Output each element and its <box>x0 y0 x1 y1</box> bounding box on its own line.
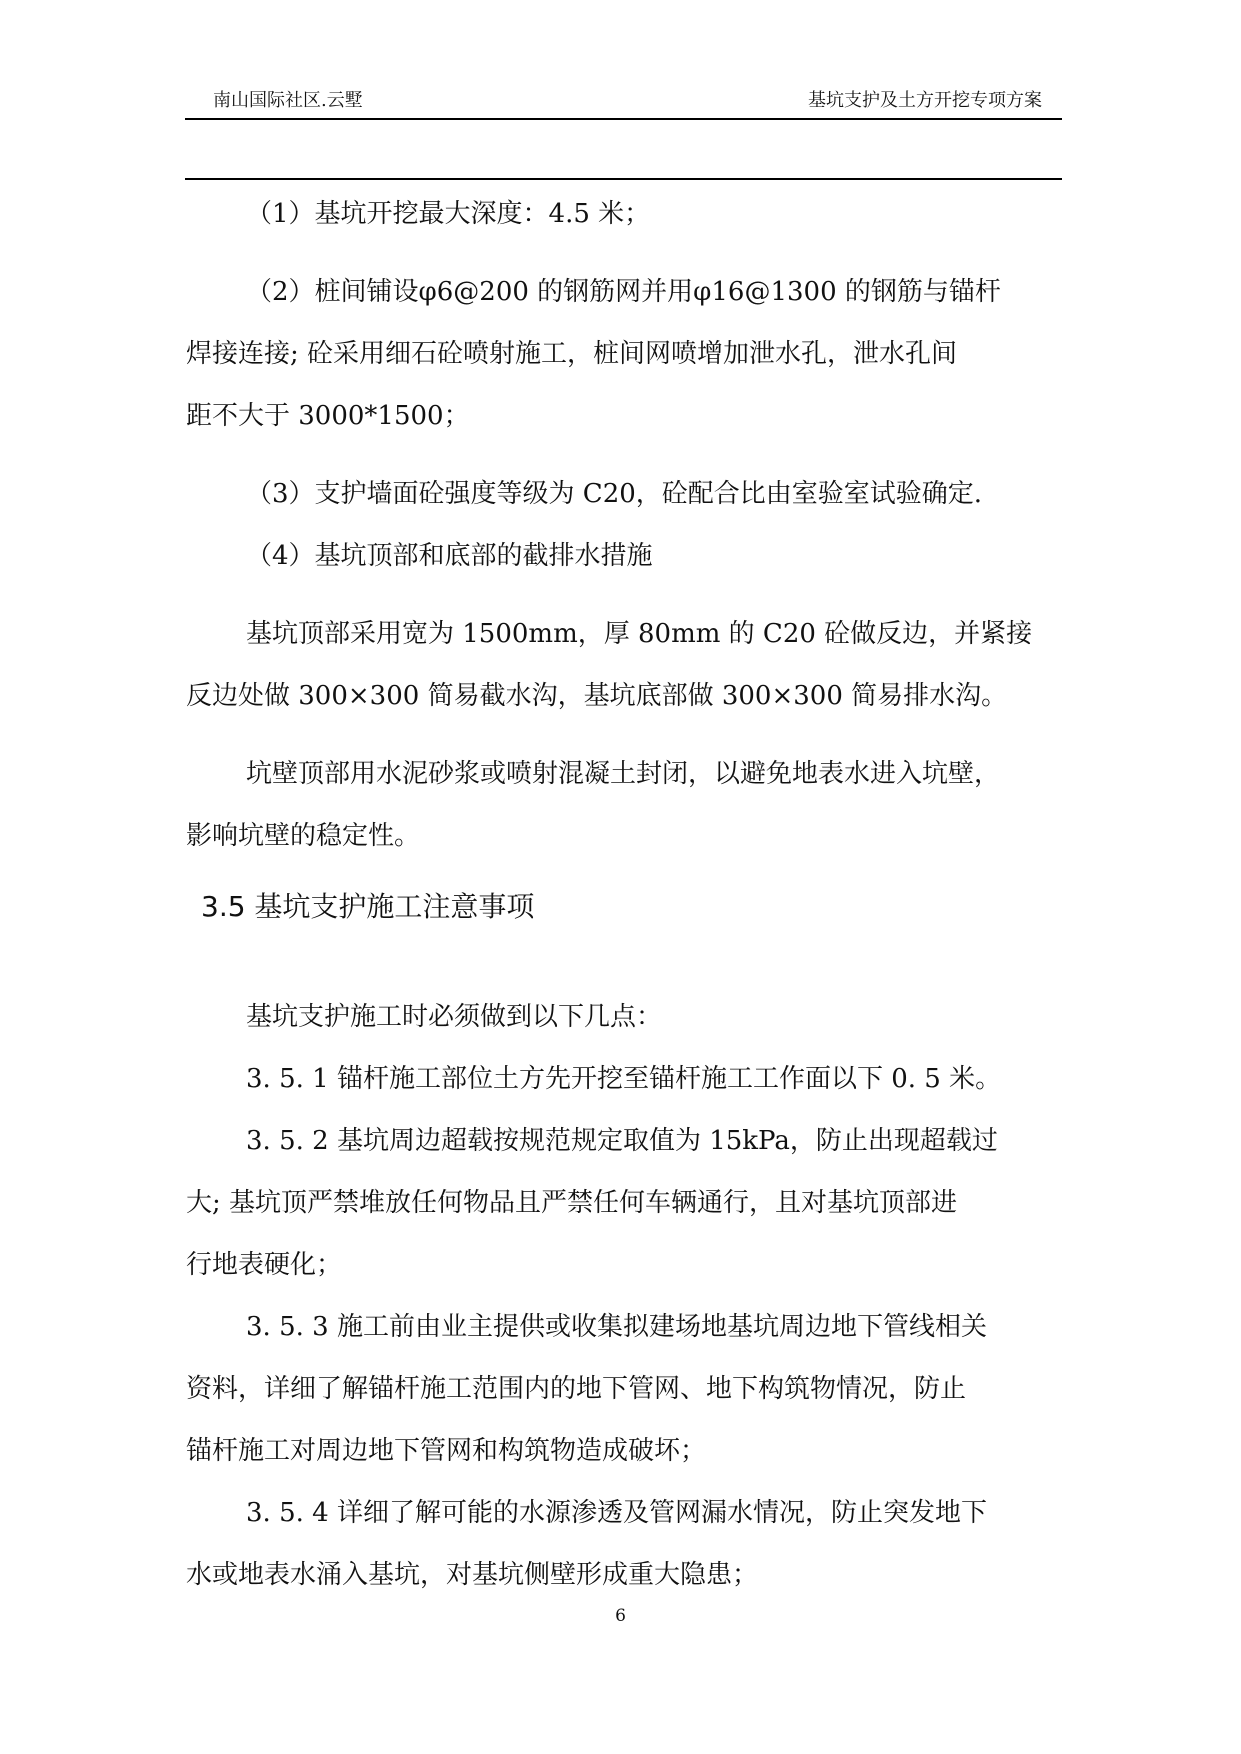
paragraph-line: 坑壁顶部用水泥砂浆或喷射混凝土封闭，以避免地表水进入坑壁， <box>246 759 1001 789</box>
paragraph-line: 焊接连接; 砼采用细石砼喷射施工，桩间网喷增加泄水孔，泄水孔间 <box>186 339 958 369</box>
paragraph-line: 大; 基坑顶严禁堆放任何物品且严禁任何车辆通行，且对基坑顶部进 <box>186 1188 958 1218</box>
paragraph-line: 资料，详细了解锚杆施工范围内的地下管网、地下构筑物情况，防止 <box>186 1374 967 1404</box>
header-project-name: 南山国际社区.云墅 <box>213 90 363 111</box>
paragraph-line: 影响坑壁的稳定性。 <box>186 821 421 851</box>
paragraph-line: 3. 5. 4 详细了解可能的水源渗透及管网漏水情况，防止突发地下 <box>246 1498 987 1528</box>
paragraph-line: 水或地表水涌入基坑，对基坑侧壁形成重大隐患； <box>186 1560 759 1590</box>
page-number: 6 <box>615 1606 626 1626</box>
paragraph-line: 锚杆施工对周边地下管网和构筑物造成破坏； <box>186 1436 707 1466</box>
body-block-2 <box>186 986 1063 1606</box>
paragraph-line: 3. 5. 2 基坑周边超载按规范规定取值为 15kPa，防止出现超载过 <box>246 1126 998 1156</box>
paragraph-line: 行地表硬化； <box>186 1250 343 1280</box>
paragraph-line: 反边处做 300×300 简易截水沟，基坑底部做 300×300 简易排水沟。 <box>186 681 1008 711</box>
paragraph-line: 基坑顶部采用宽为 1500mm，厚 80mm 的 C20 砼做反边，并紧接 <box>246 619 1033 649</box>
paragraph-line: （4）基坑顶部和底部的截排水措施 <box>246 541 653 571</box>
paragraph-line: 3. 5. 3 施工前由业主提供或收集拟建场地基坑周边地下管线相关 <box>246 1312 987 1342</box>
top-divider <box>185 178 1062 180</box>
paragraph-line: 3. 5. 1 锚杆施工部位土方先开挖至锚杆施工工作面以下 0. 5 米。 <box>246 1064 1002 1094</box>
body-block-1 <box>186 183 1063 867</box>
page-header <box>185 84 1062 120</box>
section-heading: 3.5 基坑支护施工注意事项 <box>201 890 535 923</box>
paragraph-line: （2）桩间铺设φ6@200 的钢筋网并用φ16@1300 的钢筋与锚杆 <box>246 277 1001 307</box>
paragraph-line: 基坑支护施工时必须做到以下几点： <box>246 1002 663 1032</box>
header-document-title: 基坑支护及土方开挖专项方案 <box>808 90 1042 111</box>
paragraph-line: 距不大于 3000*1500； <box>186 401 470 431</box>
paragraph-line: （3）支护墙面砼强度等级为 C20，砼配合比由室验室试验确定. <box>246 479 983 509</box>
paragraph-line: （1）基坑开挖最大深度：4.5 米； <box>246 199 651 229</box>
